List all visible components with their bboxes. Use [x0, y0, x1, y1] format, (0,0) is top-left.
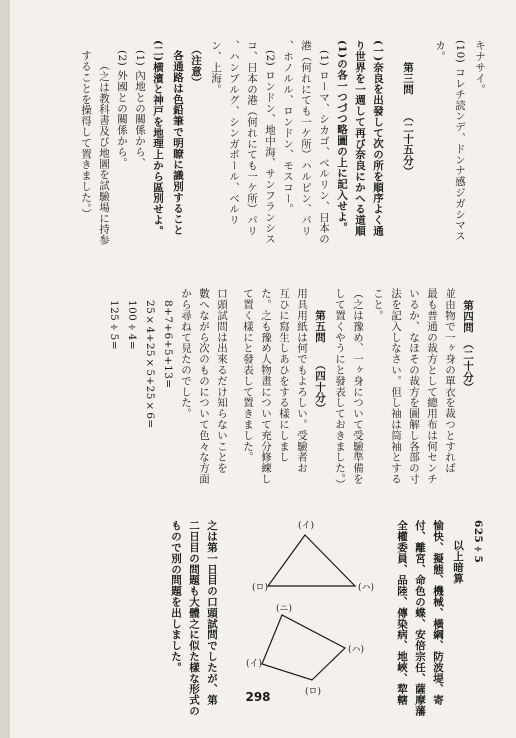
text-column: 100÷4= — [126, 300, 138, 350]
text-column: 互ひに寫生しあひをする樣にしまし — [278, 288, 290, 463]
quad-label-ha: (ハ) — [348, 645, 365, 655]
text-column: （之は教科書及び地圖を試驗場に持参 — [98, 60, 110, 246]
text-column: 並由物で一ヶ身の單衣を裁つとすれば — [444, 288, 456, 474]
text-column: 口頭試問は出來るだけ知らないことを — [216, 288, 228, 474]
triangle-label-ro: (ロ) — [252, 583, 269, 593]
text-column: 付、離宮、命色の蝶、安倍宗任、薩摩藩 — [414, 520, 426, 717]
quadrilateral-shape — [262, 615, 345, 680]
text-column: 用具用紙は何でもよろしい。受驗者お — [296, 288, 308, 474]
text-column: (10) コレチ読ンデ、ドンナ感ジガシマス — [454, 40, 466, 242]
text-column: 數へながら次のものについて色々な方面 — [198, 288, 210, 485]
text-column: 各通路は色鉛筆で明瞭に識別すること — [172, 50, 184, 236]
text-column: 、ハンブルグ、シンガポール、ベルリ — [228, 40, 240, 226]
text-column: て置く樣にと發表して置きました。 — [242, 288, 254, 463]
text-column: (1) 內地との關係から、 — [134, 50, 146, 168]
text-column: キナサイ。 — [474, 40, 486, 95]
text-column: 625÷5 — [472, 520, 484, 564]
text-column: 25×4+25×5+25×6= — [144, 300, 156, 429]
text-column: 最も普通の裁方として總用布は何センチ — [426, 288, 438, 485]
quad-label-ro: (ロ) — [305, 687, 322, 697]
page-number: 298 — [245, 690, 271, 704]
text-column: 全權委員、品陸、傳染病、地峽、犂轄 — [396, 520, 408, 706]
text-column: いるか、なほその裁方を圖解し各部の寸 — [408, 288, 420, 485]
text-column: 以上暗算 — [452, 540, 464, 584]
text-column: り世界を一週して再び奈良にかへる道順 — [354, 40, 366, 237]
text-column: 、ホノルル、ロンドン、モスコー。 — [282, 40, 294, 215]
text-column: （之は豫め、一ヶ身について受驗準備を — [352, 288, 364, 485]
text-column: た。之も豫め人物畫について充分修練し — [260, 288, 272, 485]
text-column: から尋ねて見たのでした。 — [180, 288, 192, 419]
text-column: 愉快、擬態、機械、橫綱、防波堤、寄 — [432, 520, 444, 706]
triangle-label-i: (イ) — [298, 521, 315, 531]
text-column: 125÷5= — [108, 300, 120, 350]
text-column: (2) ロンドン、地中海、サンフランシス — [264, 50, 276, 245]
text-column: (2) 外國との關係から。 — [116, 50, 128, 168]
text-column: 港（何れにても一ケ所）ハルピン、パリ — [300, 40, 312, 237]
text-column: 第四問 （二十分） — [462, 300, 474, 393]
text-column: 第五問 （四十分） — [314, 310, 326, 414]
quad-label-i: (イ) — [246, 659, 263, 669]
text-column: 法を記入しなさい。但し袖は筒袖とする — [390, 288, 402, 485]
quad-label-ni: (ニ) — [276, 604, 293, 614]
text-column: （注意） — [190, 44, 202, 88]
text-column: することを操得して置きました。） — [80, 50, 92, 220]
text-column: (1) ローマ、シカゴ、ベルリン、日本の — [318, 50, 330, 245]
text-column: 之は第一日目の口頭試問でしたが、第 — [206, 520, 218, 706]
triangle-label-ha: (ハ) — [358, 583, 375, 593]
text-column: ン、上海。 — [210, 40, 222, 95]
text-column: して置くやうにと發表しておきました。） — [334, 288, 346, 490]
text-column: こと。 — [372, 288, 384, 321]
text-column: (一)奈良を出發して次の所を順序よく通 — [372, 40, 384, 237]
text-column: コ、日本の港（何れにても一ケ所）パリ — [246, 40, 258, 237]
text-column: 第三問 （二十五分） — [402, 62, 414, 177]
text-column: (1)の各一つづつ略圖の上に記入せよ。 — [336, 40, 348, 233]
text-column: 8+7+6+5+13= — [162, 300, 174, 389]
text-column: カ。 — [434, 40, 446, 62]
text-column: 二日目の問題も大體之に似た樣な形式の — [188, 520, 200, 717]
text-column: もので別の問題を出しました。 — [170, 520, 182, 673]
triangle-shape — [268, 535, 355, 586]
text-column: (二)横濱と神戸を地理上から區別せよ。 — [152, 40, 164, 237]
